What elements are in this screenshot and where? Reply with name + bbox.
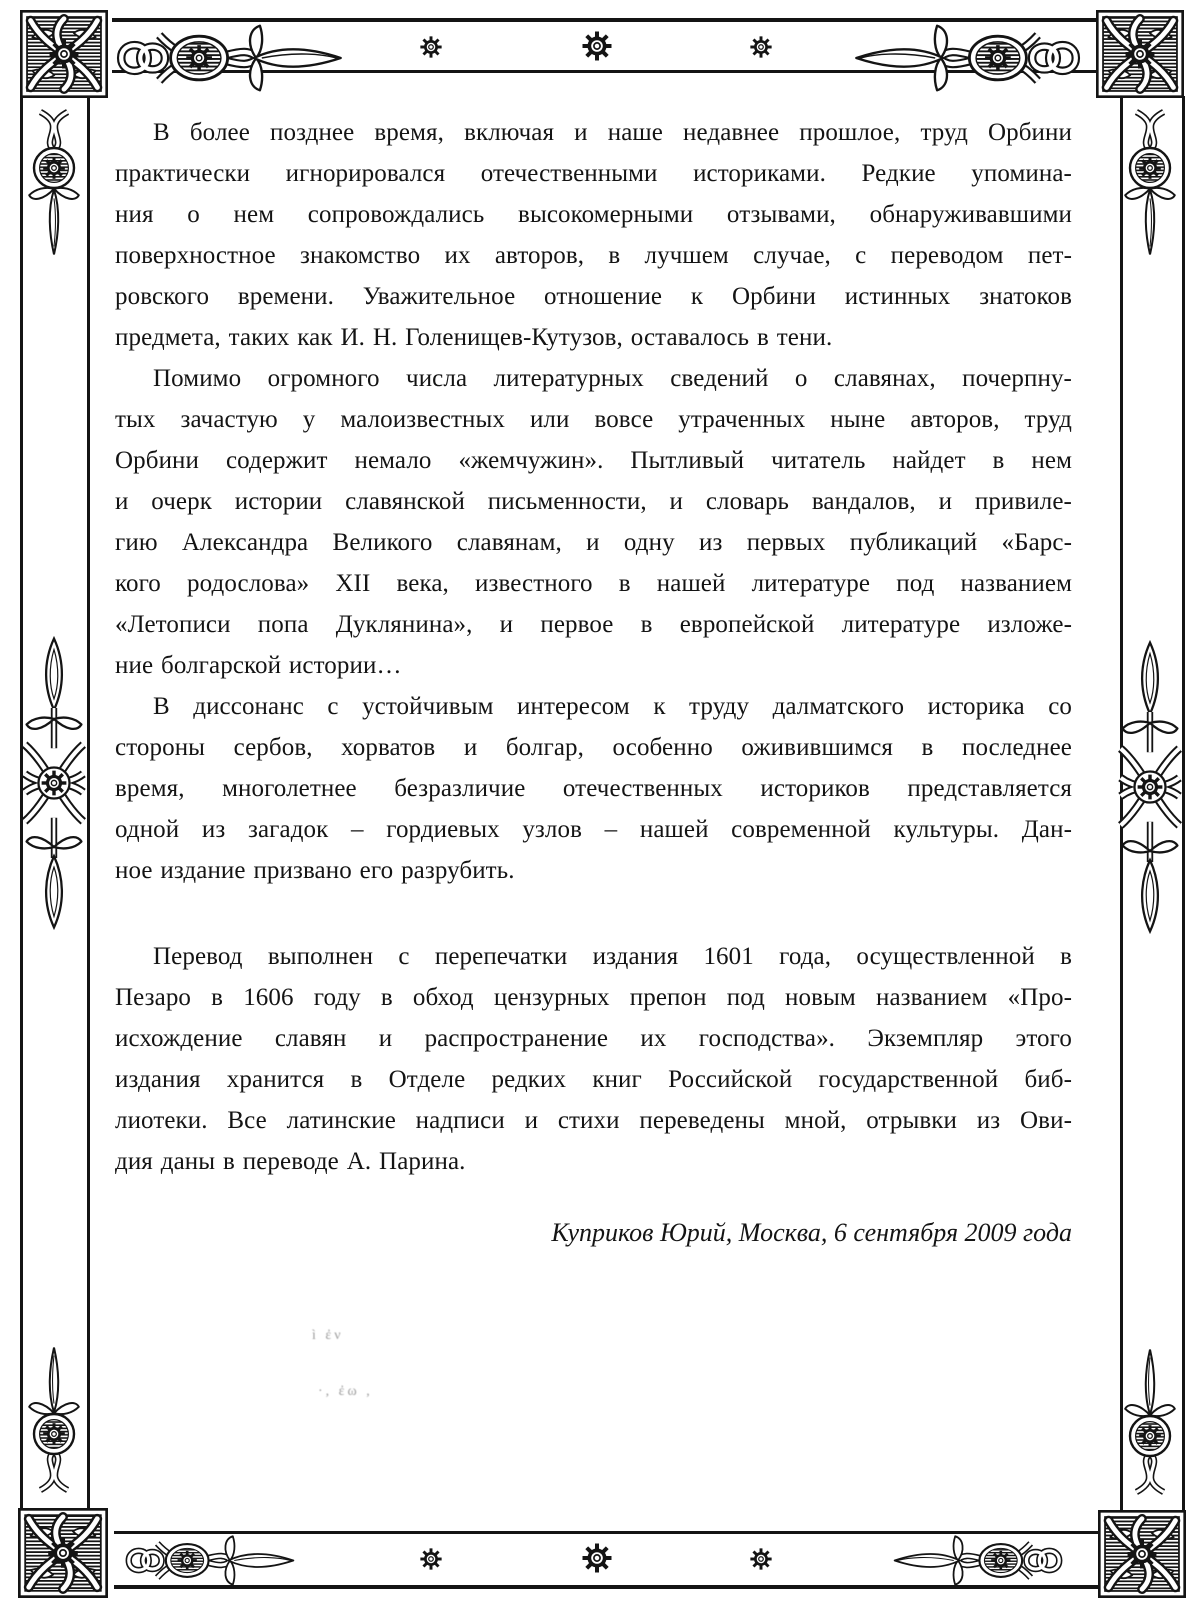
paragraph: [115, 936, 1072, 1182]
text-line: лиотеки. Все латинские надписи и стихи переведены мной, отрывки из Ови-: [115, 1107, 1072, 1134]
text-line: «Летописи попа Дуклянина», и первое в европейской литературе изложе-: [115, 611, 1072, 638]
gear-rosette-icon: [420, 1548, 442, 1570]
text-line: ния о нем сопровождались высокомерными отзывами, обнаруживавшими: [115, 201, 1072, 228]
knotwork-corner-icon: [1098, 1510, 1186, 1598]
text-line: время, многолетнее безразличие отечественных историков представляется: [115, 775, 1072, 802]
paragraph: [115, 112, 1072, 358]
gear-rosette-icon: [750, 36, 772, 58]
text-line: гию Александра Великого славянам, и одну из первых публикаций «Барс-: [115, 529, 1072, 556]
text-line: Помимо огромного числа литературных сведений о славянах, почерпну-: [153, 365, 1072, 392]
knotwork-corner-icon: [16, 10, 112, 98]
vine-arrow-icon: [873, 1532, 1083, 1589]
gear-rosette-icon: [582, 1543, 612, 1573]
text-line: В диссонанс с устойчивым интересом к труду далматского историка со: [153, 693, 1072, 720]
text-line: тых зачастую у малоизвестных или вовсе утраченных ныне авторов, труд: [115, 406, 1072, 433]
gear-rosette-icon: [750, 1548, 772, 1570]
text-line: одной из загадок – гордиевых узлов – нашей современной культуры. Дан-: [115, 816, 1072, 843]
translator-signature: Куприков Юрий, Москва, 6 сентября 2009 года: [551, 1218, 1072, 1247]
text-line: и очерк истории славянской письменности, и словарь вандалов, и привиле-: [115, 488, 1072, 515]
flame-cross-knot-icon: [1118, 628, 1182, 946]
vine-arrow-icon: [850, 20, 1085, 96]
text-line: В более позднее время, включая и наше недавнее прошлое, труд Орбини: [153, 119, 1072, 146]
ink-smudge: ì ἐν: [312, 1328, 344, 1343]
flame-cross-knot-icon: [22, 624, 86, 942]
text-line: Пезаро в 1606 году в обход цензурных препон под новым названием «Про-: [115, 984, 1072, 1011]
text-line: предмета, таких как И. Н. Голенищев-Кутузов, оставалось в тени.: [115, 324, 833, 351]
vine-arrow-icon: [105, 1532, 315, 1589]
ink-smudge: ·, ἐω ,: [318, 1384, 373, 1399]
right-border-rule-outer: [1182, 96, 1185, 1512]
knot-pendant-icon: [26, 1330, 82, 1506]
paragraph: [115, 686, 1072, 891]
knot-pendant-icon: [1122, 96, 1178, 272]
text-line: ное издание призвано его разрубить.: [115, 857, 515, 884]
text-line: ние болгарской истории…: [115, 652, 402, 679]
text-line: издания хранится в Отделе редких книг Российской государственной биб-: [115, 1066, 1072, 1093]
knot-pendant-icon: [1122, 1332, 1178, 1508]
text-line: ровского времени. Уважительное отношение к Орбини истинных знатоков: [115, 283, 1072, 310]
text-line: кого родослова» XII века, известного в нашей литературе под названием: [115, 570, 1072, 597]
knot-pendant-icon: [26, 96, 82, 272]
text-line: дия даны в переводе А. Парина.: [115, 1148, 466, 1175]
vine-arrow-icon: [112, 20, 347, 96]
text-line: поверхностное знакомство их авторов, в лучшем случае, с переводом пет-: [115, 242, 1072, 269]
text-line: Орбини содержит немало «жемчужин». Пытливый читатель найдет в нем: [115, 447, 1072, 474]
paragraph: [115, 358, 1072, 686]
text-line: практически игнорировался отечественными историками. Редкие упомина-: [115, 160, 1072, 187]
knotwork-corner-icon: [1094, 10, 1186, 98]
gear-rosette-icon: [420, 36, 442, 58]
knotwork-corner-icon: [12, 1508, 114, 1598]
text-line: Перевод выполнен с перепечатки издания 1601 года, осуществленной в: [153, 943, 1072, 970]
text-line: стороны сербов, хорватов и болгар, особенно оживившимся в последнее: [115, 734, 1072, 761]
left-border-rule-inner: [87, 96, 90, 1510]
text-line: исхождение славян и распространение их господства». Экземпляр этого: [115, 1025, 1072, 1052]
gear-rosette-icon: [582, 31, 612, 61]
page-text-block: [115, 112, 1072, 1253]
